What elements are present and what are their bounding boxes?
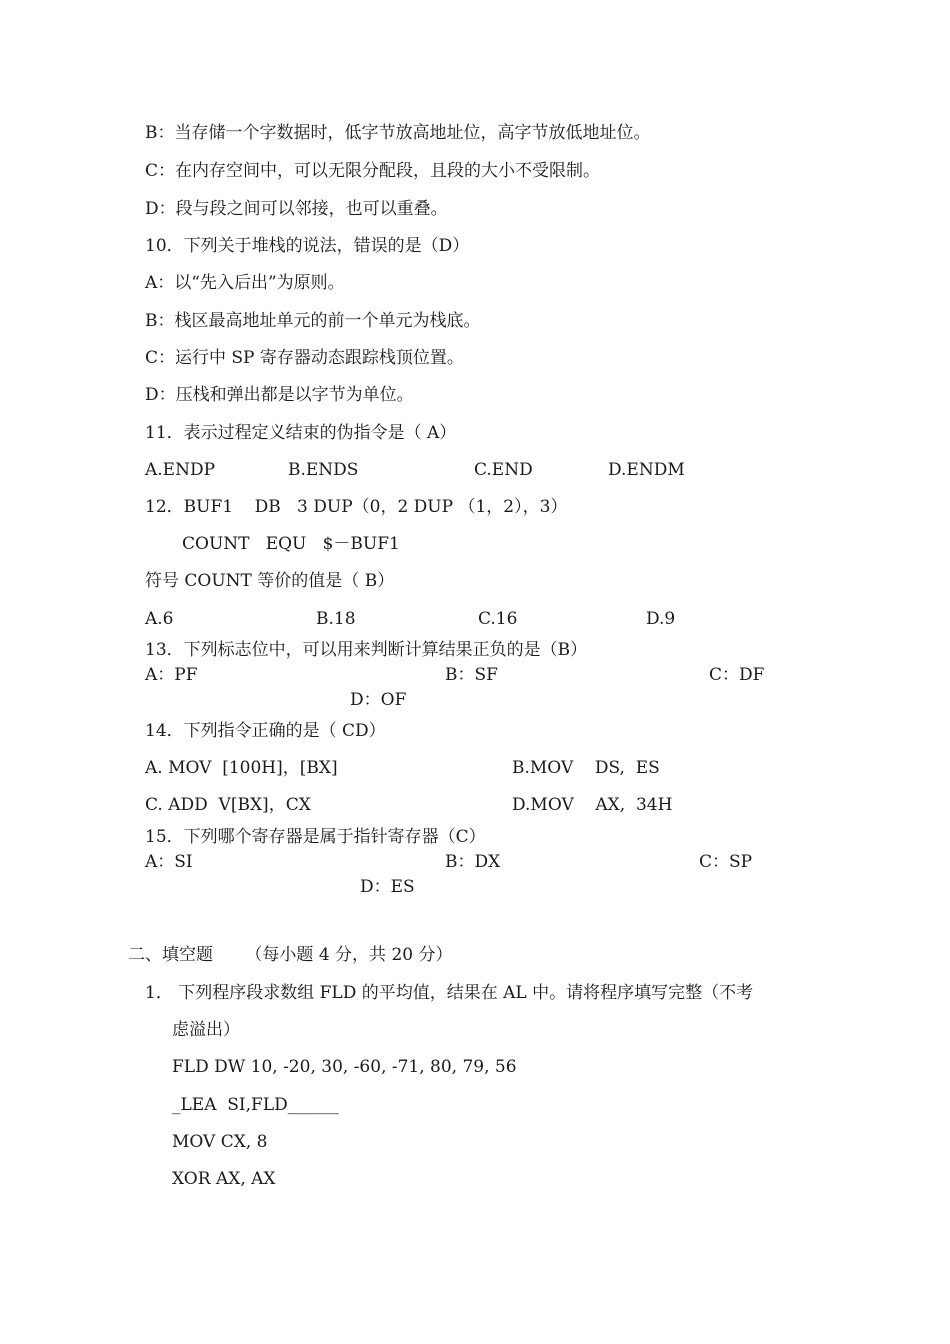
q10-option-b: B：栈区最高地址单元的前一个单元为栈底。	[145, 311, 481, 331]
q15-option-a: A：SI	[145, 852, 193, 872]
code-line-2: _LEA SI,FLD______	[172, 1095, 339, 1115]
q14-stem: 14．下列指令正确的是（ CD）	[145, 721, 386, 741]
q10-stem: 10．下列关于堆栈的说法，错误的是（D）	[145, 236, 470, 256]
code-line-3: MOV CX, 8	[172, 1132, 268, 1152]
q14-option-b: B.MOV DS, ES	[512, 758, 660, 778]
q12-line1: 12．BUF1 DB 3 DUP（0，2 DUP （1，2），3）	[145, 497, 568, 517]
q15-option-c: C：SP	[699, 852, 753, 872]
q10-option-c: C：运行中 SP 寄存器动态跟踪栈顶位置。	[145, 348, 464, 368]
q12-stem: 符号 COUNT 等价的值是（ B）	[145, 571, 395, 591]
q13-stem: 13．下列标志位中，可以用来判断计算结果正负的是（B）	[145, 640, 588, 660]
q15-option-b: B：DX	[445, 852, 501, 872]
q13-option-b: B：SF	[445, 665, 498, 685]
q14-option-c: C. ADD V[BX]，CX	[145, 795, 311, 815]
q12-option-b: B.18	[316, 609, 356, 629]
code-line-4: XOR AX, AX	[172, 1169, 276, 1189]
q12-option-c: C.16	[478, 609, 518, 629]
q11-option-d: D.ENDM	[608, 460, 685, 480]
q13-option-a: A：PF	[145, 665, 198, 685]
q11-option-c: C.END	[474, 460, 533, 480]
code-line-1: FLD DW 10, -20, 30, -60, -71, 80, 79, 56	[172, 1057, 517, 1077]
q11-option-b: B.ENDS	[288, 460, 359, 480]
q13-option-d: D：OF	[350, 690, 407, 710]
q15-option-d: D：ES	[360, 877, 415, 897]
q11-option-a: A.ENDP	[145, 460, 216, 480]
q12-option-d: D.9	[646, 609, 676, 629]
q9-option-b: B：当存储一个字数据时，低字节放高地址位，高字节放低地址位。	[145, 123, 651, 143]
q12-option-a: A.6	[145, 609, 174, 629]
q13-option-c: C：DF	[709, 665, 765, 685]
q10-option-d: D：压栈和弹出都是以字节为单位。	[145, 385, 414, 405]
q9-option-d: D：段与段之间可以邻接，也可以重叠。	[145, 199, 448, 219]
section2-title: 二、填空题 （每小题 4 分，共 20 分）	[128, 945, 453, 965]
q14-option-d: D.MOV AX, 34H	[512, 795, 673, 815]
q10-option-a: A：以“先入后出”为原则。	[145, 273, 345, 293]
section2-q1-line1: 1． 下列程序段求数组 FLD 的平均值，结果在 AL 中。请将程序填写完整（不考	[145, 983, 754, 1003]
q11-stem: 11．表示过程定义结束的伪指令是（ A）	[145, 423, 457, 443]
q12-line2: COUNT EQU $－BUF1	[182, 534, 400, 554]
q14-option-a: A. MOV [100H]，[BX]	[145, 758, 338, 778]
section2-q1-line2: 虑溢出）	[172, 1020, 240, 1040]
q15-stem: 15．下列哪个寄存器是属于指针寄存器（C）	[145, 827, 486, 847]
q9-option-c: C：在内存空间中，可以无限分配段，且段的大小不受限制。	[145, 161, 601, 181]
